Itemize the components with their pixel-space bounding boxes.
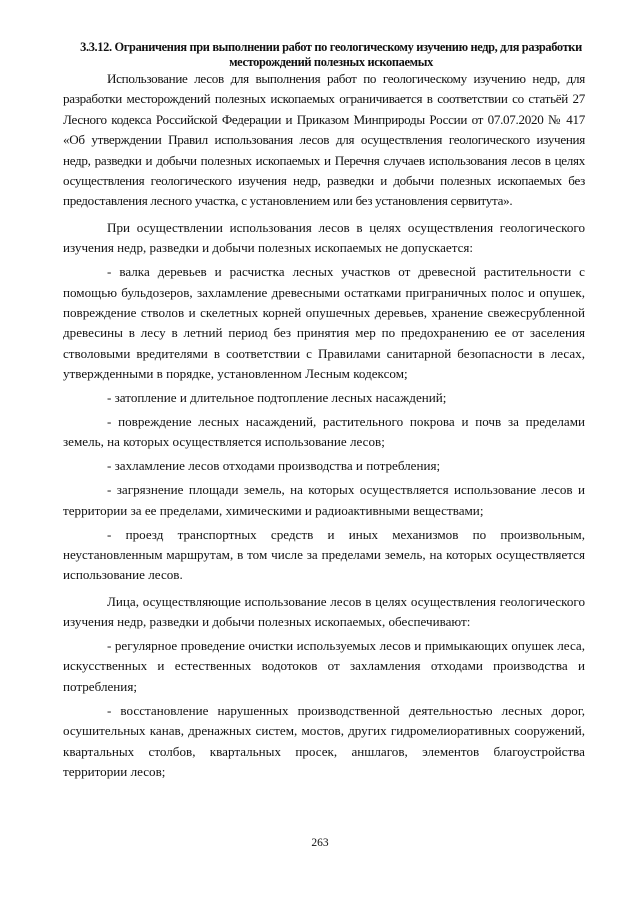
list-item-prohibited: - повреждение лесных насаждений, растительного покрова и почв за пределами земель, на которых осуществляется использование лесов; [63,414,585,450]
list-item-prohibited: - затопление и длительное подтопление лесных насаждений; [107,390,447,406]
list-item-prohibited: - захламление лесов отходами производства и потребления; [107,458,441,474]
list-item-obligation: - регулярное проведение очистки используемых лесов и примыкающих опушек леса, искусственных и естественных водотоков от захламления отходами производства и потребления; [63,638,585,694]
section-heading [75,40,587,69]
paragraph-obligations-lead: Лица, осуществляющие использование лесов в целях осуществления геологического изучения недр, разведки и добычи полезных ископаемых, обеспечивают: [63,593,585,630]
paragraph-prohibited-lead: При осуществлении использования лесов в целях осуществления геологического изучения недр, разведки и добычи полезных ископаемых не допускается: [63,219,585,256]
section-heading-line-2: месторождений полезных ископаемых [229,54,433,69]
page-number: 263 [311,837,329,849]
list-item-prohibited: - загрязнение площади земель, на которых осуществляется использование лесов и территории за ее пределами, химическими и радиоактивными веществами; [63,482,585,518]
section-heading-line-1: 3.3.12. Ограничения при выполнении работ по геологическому изучению недр, для разработки [80,40,582,54]
list-item-prohibited: - проезд транспортных средств и иных механизмов по произвольным, неустановленным маршрутам, в том числе за пределами земель, на которых осуществляется использование лесов. [63,526,585,583]
paragraph-intro: Использование лесов для выполнения работ по геологическому изучению недр, для разработки месторождений полезных ископаемых ограничивается в соответствии со статьёй 27 Лесного кодекса Российской Федерации и Приказом Минприроды России от 07.07.2020 № 417 «Об утверждении Правил использования лесов для осуществления геологического изучения недр, разведки и добычи полезных ископаемых и Перечня случаев использования лесов в целях осуществления геологического изучения недр, разведки и добычи полезных ископаемых без предоставления лесного участка, с установлением или без установления сервитута». [63,71,585,209]
list-item-obligation: - восстановление нарушенных производственной деятельностью лесных дорог, осушительных канав, дренажных систем, мостов, других гидромелиоративных сооружений, квартальных столбов, квартальных просек, аншлагов, элементов благоустройства территории лесов; [63,702,585,779]
document-body [63,69,585,782]
list-item-prohibited: - валка деревьев и расчистка лесных участков от древесной растительности с помощью бульдозеров, захламление древесными остатками приграничных полос и опушек, повреждение стволов и скелетных корней опушечных деревьев, хранение свежесрубленной древесины в лесу в летний период без принятия мер по предохранению ее от заселения стволовыми вредителями в соответствии с Правилами санитарной безопасности в лесах, утвержденными в порядке, установленном Лесным кодексом; [63,264,585,382]
